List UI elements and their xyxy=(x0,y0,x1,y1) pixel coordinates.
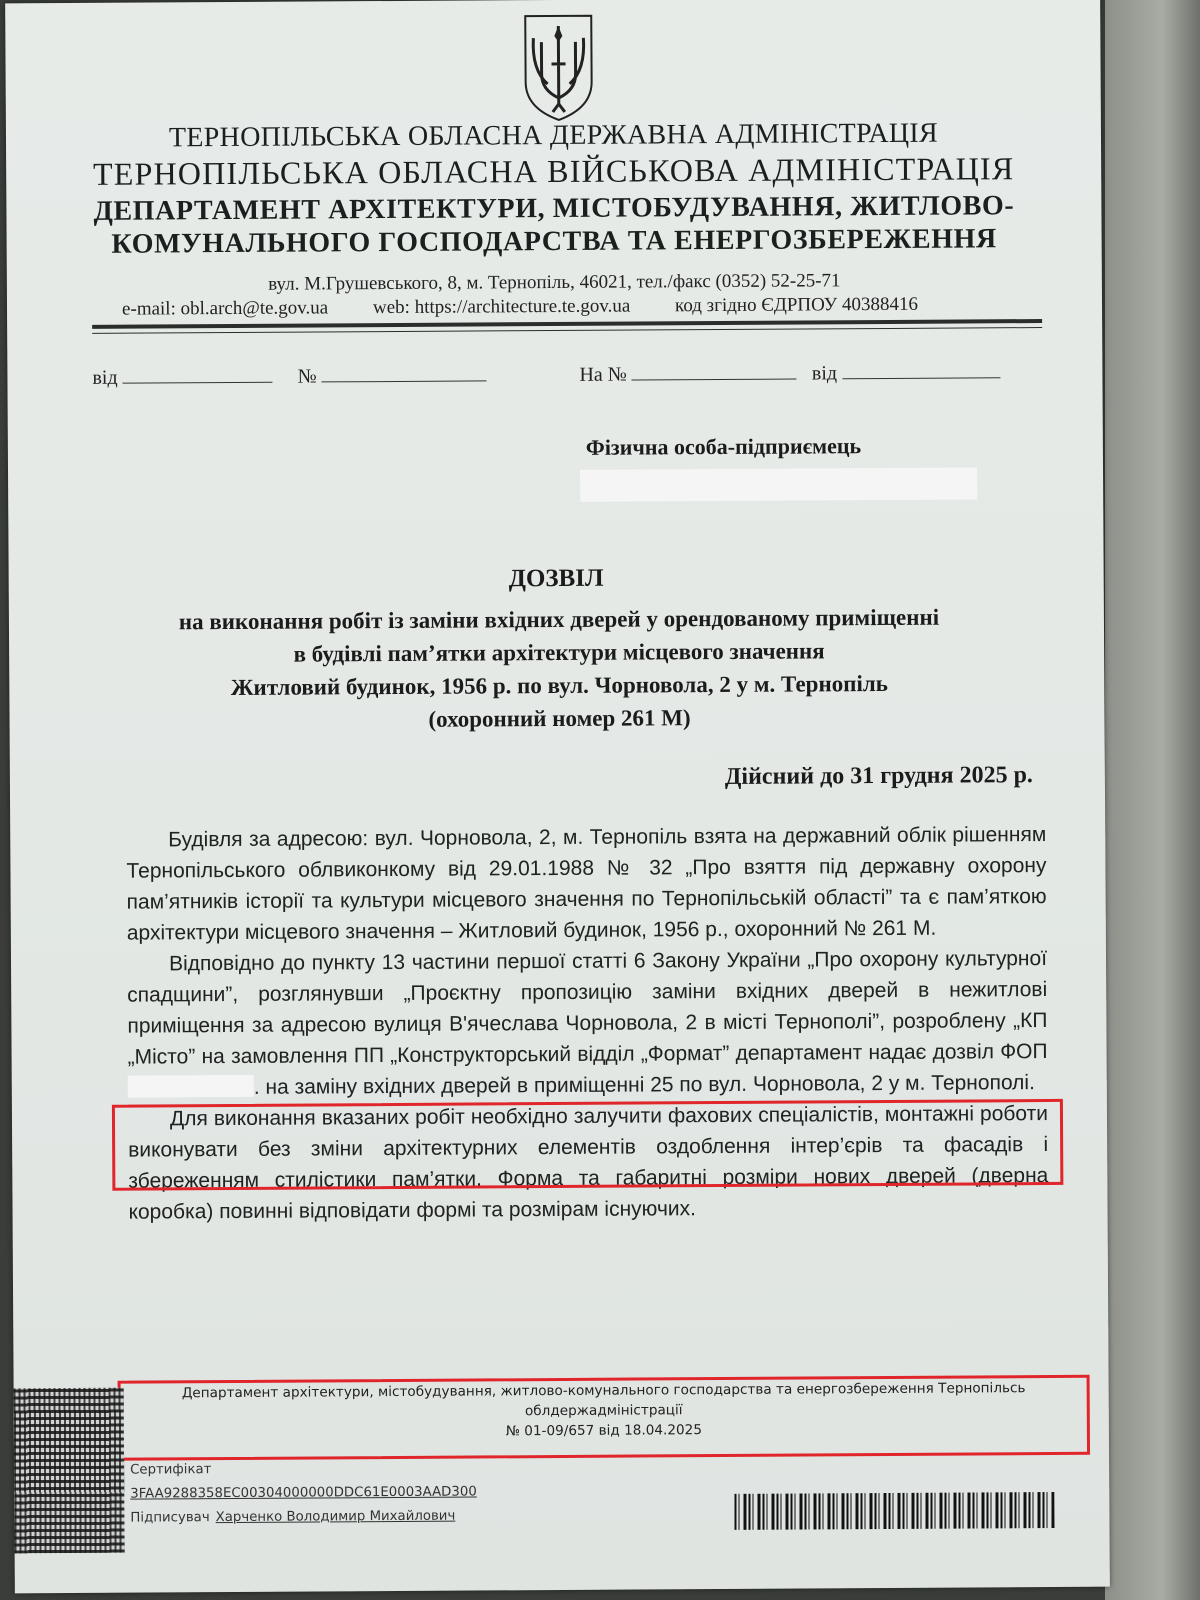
validity-date: Дійсний до 31 грудня 2025 р. xyxy=(724,762,1033,790)
qr-code xyxy=(14,1388,125,1554)
redacted-fop-name xyxy=(128,1075,254,1098)
recipient-title: Фізична особа-підприємець xyxy=(585,433,862,460)
header-divider-thin xyxy=(92,327,1042,334)
paragraph-3: Для виконання вказаних робіт необхідно залучити фахових спеціалістів, монтажні роботи виконувати без зміни архітектурних елементів оздоблення інтер’єрів та фасадів і збереженням стилістики пам’ятки. Форма та габаритні розміри нових дверей (дверна коробка) повинні відповідати формі та розмірам існуючих. xyxy=(128,1102,1049,1224)
registration-from: від № xyxy=(92,362,486,389)
document-title: ДОЗВІЛ xyxy=(508,564,604,593)
header-line-3: ДЕПАРТАМЕНТ АРХІТЕКТУРИ, МІСТОБУДУВАННЯ, ЖИТЛОВО- xyxy=(93,190,1015,227)
header-line-2: ТЕРНОПІЛЬСЬКА ОБЛАСНА ВІЙСЬКОВА АДМІНІСТРАЦІЯ xyxy=(92,150,1015,192)
edrpou-text: код згідно ЄДРПОУ 40388416 xyxy=(674,293,919,317)
document-subtitle: на виконання робіт із заміни вхідних дверей у орендованому приміщенні в будівлі пам’ятки архітектури місцевого значення Житловий будинок, 1956 р. по вул. Чорновола, 2 у м. Тернопіль (охоронний номер 261 М) xyxy=(178,604,940,732)
highlight-box-permission xyxy=(112,1099,1064,1191)
email-text: e-mail: obl.arch@te.gov.ua xyxy=(121,297,329,320)
header-line-1: ТЕРНОПІЛЬСЬКА ОБЛАСНА ДЕРЖАВНА АДМІНІСТРАЦІЯ xyxy=(168,117,939,154)
document-page xyxy=(5,0,1110,1593)
paragraph-2: Відповідно до пункту 13 частини першої статті 6 Закону України „Про охорону культурної спадщини”, розглянувши „Проєктну пропозицію заміни вхідних дверей в нежитлові приміщення за адресою вулиця В'ячеслава Чорновола, 2 в місті Тернополі”, розроблену „КП „Місто” на замовлення ПП „Конструкторський відділ „Формат” департамент надає дозвіл ФОП . на заміну вхідних дверей в приміщенні 25 по вул. Чорновола, 2 у м. Тернополі. xyxy=(127,947,1048,1099)
registration-reply: На № від xyxy=(579,359,1000,387)
barcode xyxy=(734,1492,1054,1530)
trident-coat-of-arms-icon xyxy=(519,12,598,124)
background-edge xyxy=(1105,0,1200,1600)
certificate-value: 3FAA9288358EC00304000000DDC61E0003AAD300 xyxy=(130,1484,477,1502)
contact-line xyxy=(122,294,958,321)
certificate-label: Сертифікат xyxy=(130,1462,212,1478)
signer-line: Підписувач Харченко Володимир Михайлович xyxy=(130,1508,456,1526)
redacted-recipient-name xyxy=(580,467,977,501)
postal-address: вул. М.Грушевського, 8, м. Тернопіль, 46021, тел./факс (0352) 52-25-71 xyxy=(268,270,841,295)
paragraph-1: Будівля за адресою: вул. Чорновола, 2, м. Тернопіль взята на державний облік рішенням Тернопільського облвиконкому від 29.01.1988 № 32 „Про взяття під державну охорону пам’ятників історії та культури місцевого значення по Тернопільській області” та є пам’яткою архітектури місцевого значення – Житловий будинок, 1956 р., охоронний № 261 М. xyxy=(126,823,1047,945)
web-text: web: https://architecture.te.gov.ua xyxy=(372,295,631,319)
electronic-registration-stamp: Департамент архітектури, містобудування, житлово-комунального господарства та енергозбереження Тернопільсь облдержадміністрації № 01-09/657 від 18.04.2025 xyxy=(118,1375,1090,1461)
header-line-4: КОМУНАЛЬНОГО ГОСПОДАРСТВА ТА ЕНЕРГОЗБЕРЕЖЕННЯ xyxy=(111,223,997,260)
